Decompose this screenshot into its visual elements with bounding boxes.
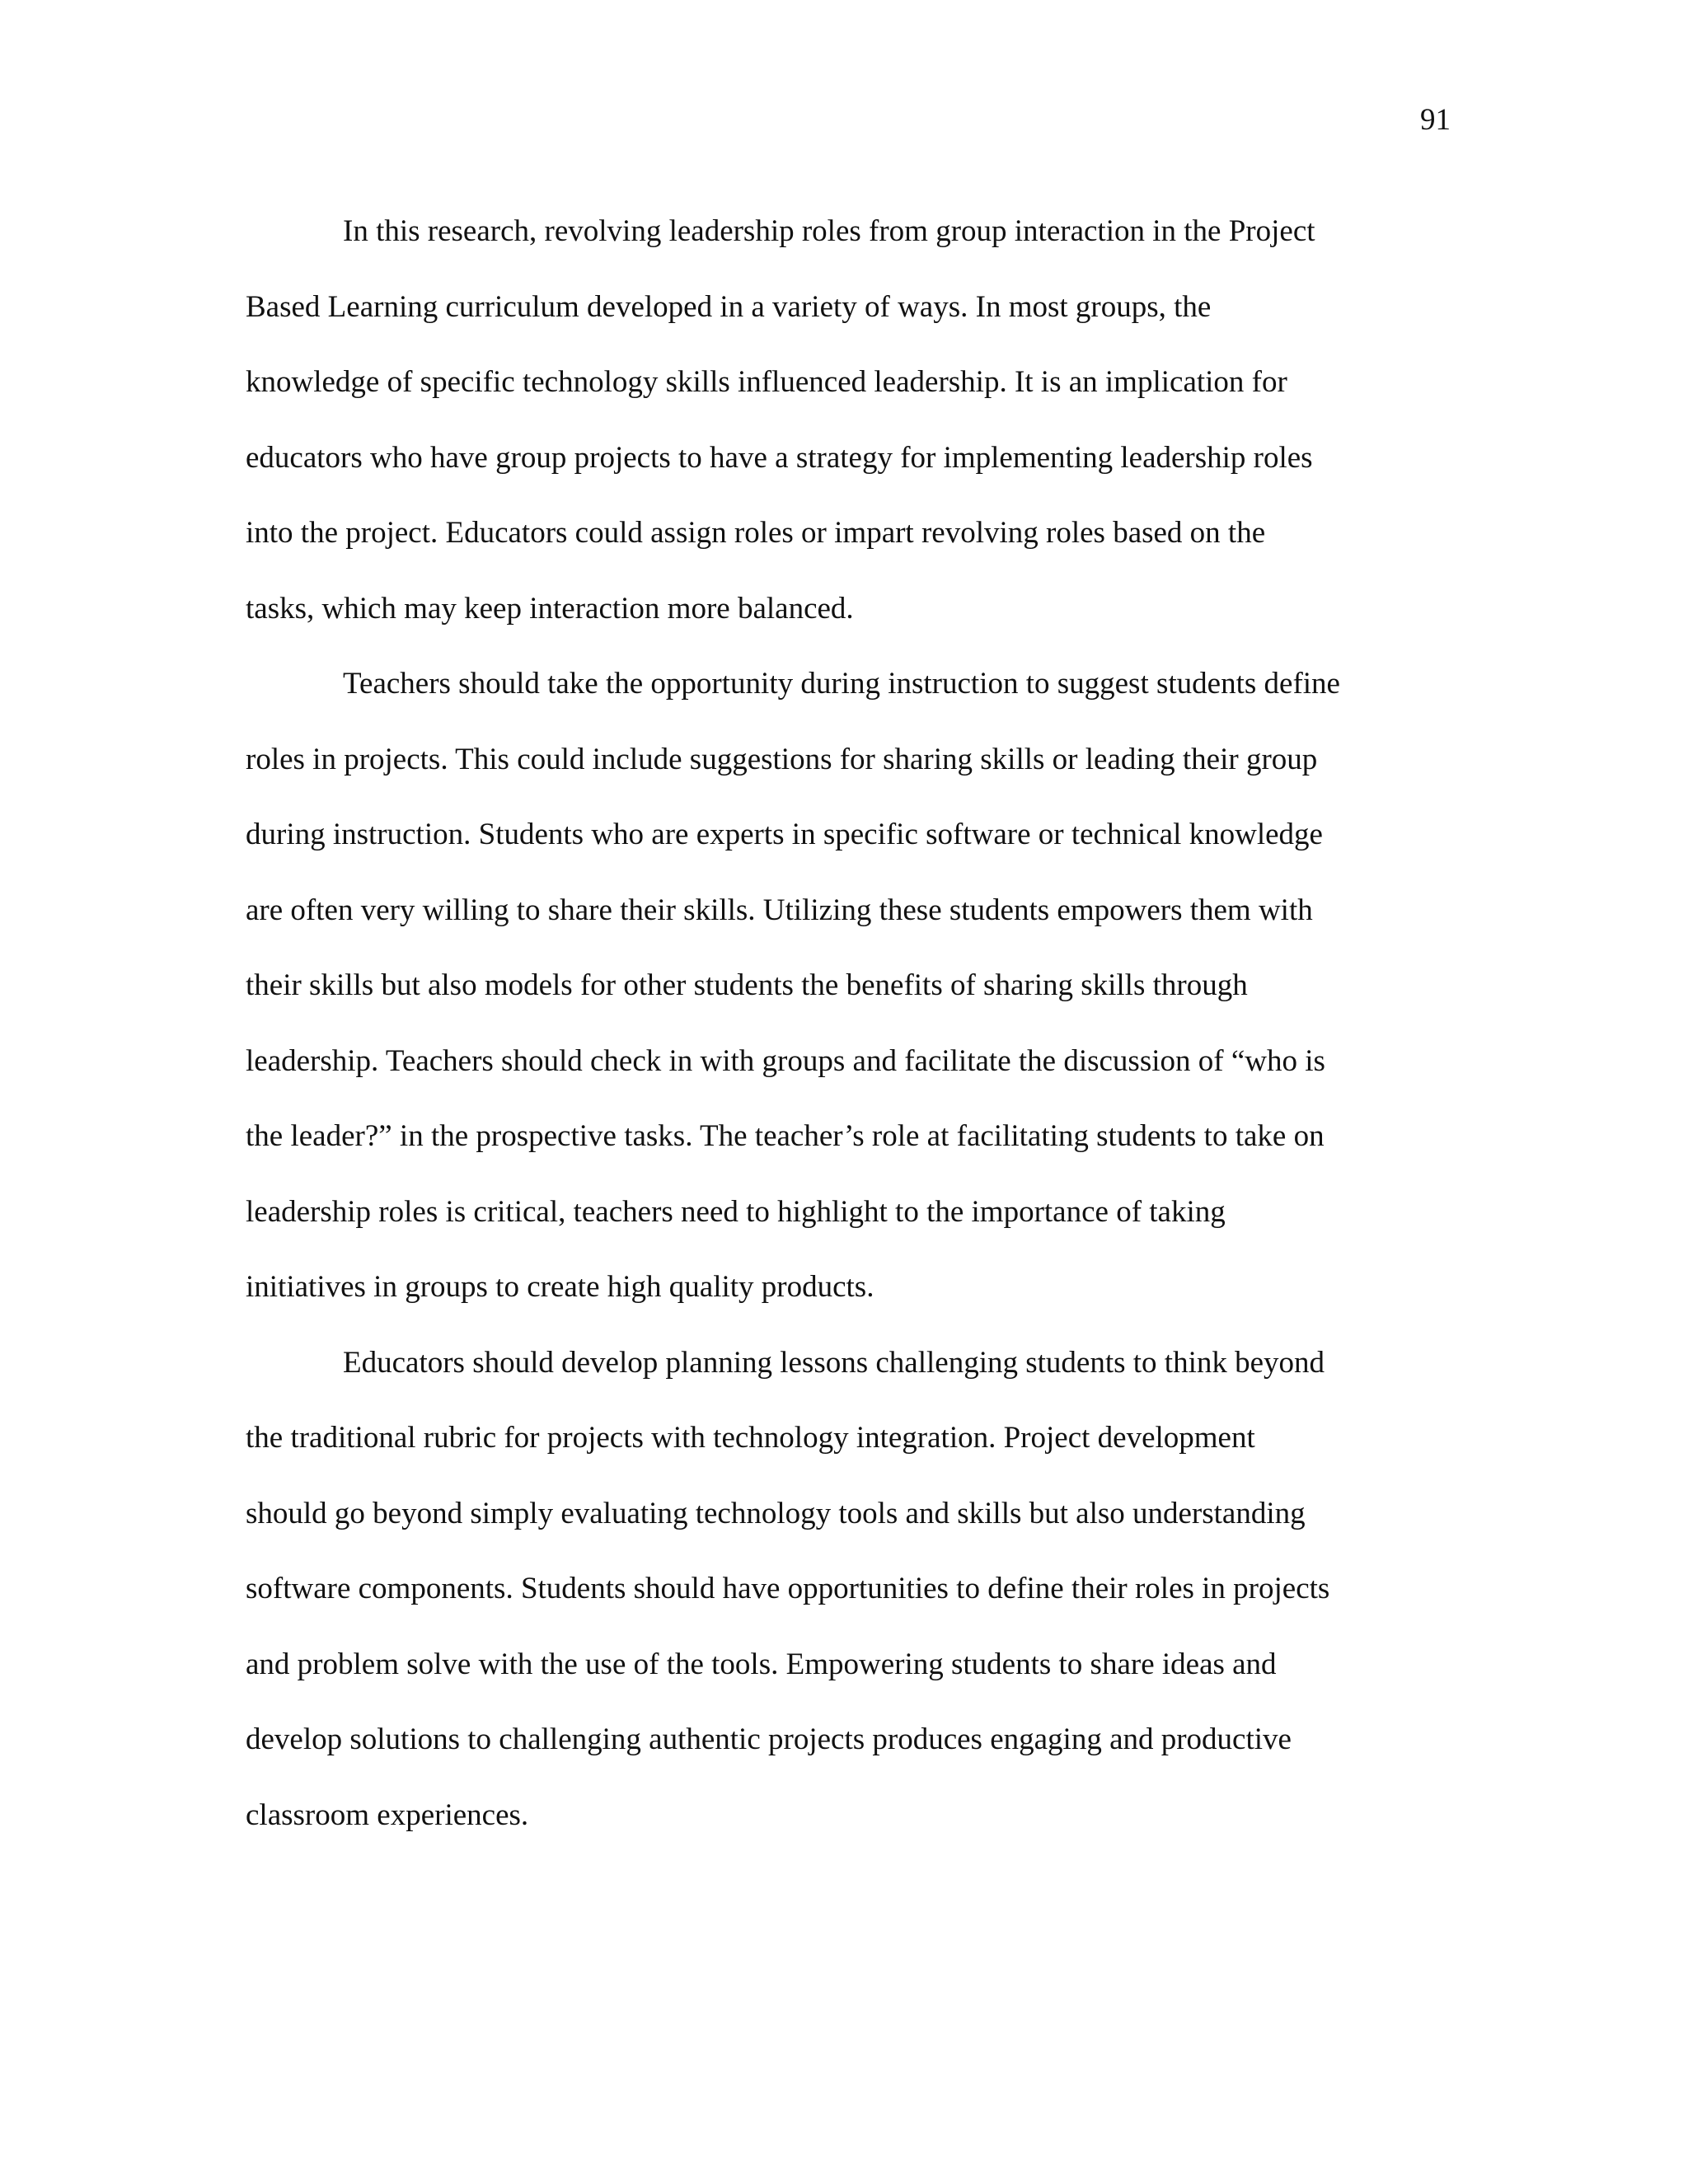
- paragraph-line: the traditional rubric for projects with technology integration. Project development: [246, 1421, 1255, 1455]
- paragraph-line: leadership. Teachers should check in with groups and facilitate the discussion of “who is: [246, 1043, 1325, 1078]
- paragraph-line: tasks, which may keep interaction more balanced.: [246, 591, 854, 626]
- paragraph-line: initiatives in groups to create high quality products.: [246, 1270, 874, 1304]
- paragraph-line: develop solutions to challenging authentic projects produces engaging and productive: [246, 1722, 1292, 1756]
- paragraph-line: into the project. Educators could assign roles or impart revolving roles based on the: [246, 516, 1266, 550]
- paragraph-line: and problem solve with the use of the tools. Empowering students to share ideas and: [246, 1647, 1277, 1681]
- paragraph-line: Teachers should take the opportunity during instruction to suggest students define: [343, 667, 1340, 701]
- paragraph-line: classroom experiences.: [246, 1797, 529, 1832]
- paragraph-line: the leader?” in the prospective tasks. The teacher’s role at facilitating students to take on: [246, 1119, 1325, 1153]
- paragraph-line: are often very willing to share their skills. Utilizing these students empowers them with: [246, 893, 1313, 927]
- page-number: 91: [1420, 103, 1451, 137]
- paragraph-line: leadership roles is critical, teachers need to highlight to the importance of taking: [246, 1194, 1226, 1229]
- paragraph-line: during instruction. Students who are experts in specific software or technical knowledge: [246, 818, 1323, 851]
- paragraph-line: Educators should develop planning lessons challenging students to think beyond: [343, 1345, 1325, 1380]
- paragraph-line: roles in projects. This could include suggestions for sharing skills or leading their group: [246, 742, 1318, 776]
- body-text: [246, 194, 1457, 1853]
- paragraph-line: their skills but also models for other students the benefits of sharing skills through: [246, 968, 1248, 1002]
- paragraph-line: In this research, revolving leadership roles from group interaction in the Project: [343, 214, 1315, 248]
- paragraph-line: knowledge of specific technology skills influenced leadership. It is an implication for: [246, 365, 1287, 399]
- paragraph-line: Based Learning curriculum developed in a variety of ways. In most groups, the: [246, 289, 1212, 324]
- paragraph-line: should go beyond simply evaluating technology tools and skills but also understanding: [246, 1496, 1306, 1530]
- paragraph-line: educators who have group projects to have a strategy for implementing leadership roles: [246, 440, 1313, 475]
- paragraph-line: software components. Students should have opportunities to define their roles in projects: [246, 1572, 1330, 1605]
